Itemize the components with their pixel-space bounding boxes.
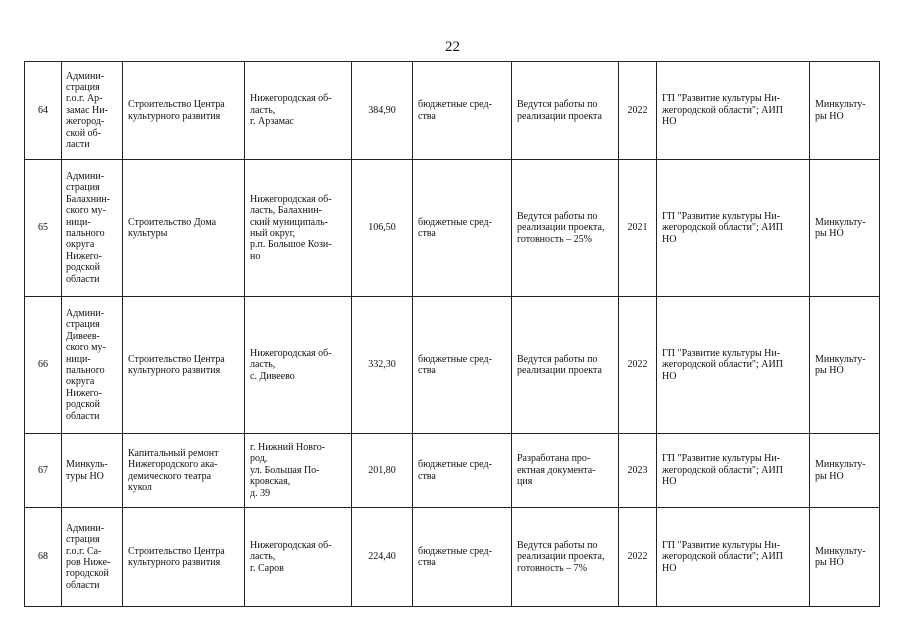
address-cell: Нижегородская об- ласть, г. Саров	[245, 508, 352, 607]
object-cell: Капитальный ремонт Нижегородского ака- демического театра кукол	[123, 434, 245, 508]
responsible-cell: Минкульту- ры НО	[810, 434, 880, 508]
row-number: 64	[25, 62, 62, 160]
projects-table	[24, 61, 880, 607]
funding-source-cell: бюджетные сред- ства	[413, 297, 512, 434]
status-cell: Ведутся работы по реализации проекта	[512, 62, 619, 160]
address-cell: Нижегородская об- ласть, Балахнин- ский муниципаль- ный округ, р.п. Большое Кози- но	[245, 160, 352, 297]
program-cell: ГП "Развитие культуры Ни- жегородской области"; АИП НО	[657, 297, 810, 434]
object-cell: Строительство Центра культурного развития	[123, 508, 245, 607]
applicant-cell: Минкуль- туры НО	[62, 434, 123, 508]
year-cell: 2022	[619, 62, 657, 160]
year-cell: 2022	[619, 297, 657, 434]
applicant-cell: Админи- страция г.о.г. Ар- замас Ни- жегород- ской об- ласти	[62, 62, 123, 160]
program-cell: ГП "Развитие культуры Ни- жегородской области"; АИП НО	[657, 434, 810, 508]
year-cell: 2023	[619, 434, 657, 508]
address-cell: Нижегородская об- ласть, с. Дивеево	[245, 297, 352, 434]
object-cell: Строительство Дома культуры	[123, 160, 245, 297]
object-cell: Строительство Центра культурного развития	[123, 62, 245, 160]
applicant-cell: Админи- страция г.о.г. Са- ров Ниже- городской области	[62, 508, 123, 607]
status-cell: Ведутся работы по реализации проекта, готовность – 25%	[512, 160, 619, 297]
table-row	[25, 297, 880, 434]
responsible-cell: Минкульту- ры НО	[810, 160, 880, 297]
funding-source-cell: бюджетные сред- ства	[413, 160, 512, 297]
year-cell: 2021	[619, 160, 657, 297]
cost-cell: 384,90	[352, 62, 413, 160]
row-number: 68	[25, 508, 62, 607]
funding-source-cell: бюджетные сред- ства	[413, 62, 512, 160]
responsible-cell: Минкульту- ры НО	[810, 297, 880, 434]
table-row	[25, 62, 880, 160]
program-cell: ГП "Развитие культуры Ни- жегородской области"; АИП НО	[657, 508, 810, 607]
program-cell: ГП "Развитие культуры Ни- жегородской области"; АИП НО	[657, 62, 810, 160]
table-row	[25, 160, 880, 297]
applicant-cell: Админи- страция Балахнин- ского му- ници- пального округа Нижего- родской области	[62, 160, 123, 297]
applicant-cell: Админи- страция Дивеев- ского му- ници- пального округа Нижего- родской области	[62, 297, 123, 434]
row-number: 66	[25, 297, 62, 434]
status-cell: Ведутся работы по реализации проекта	[512, 297, 619, 434]
status-cell: Ведутся работы по реализации проекта, готовность – 7%	[512, 508, 619, 607]
funding-source-cell: бюджетные сред- ства	[413, 434, 512, 508]
responsible-cell: Минкульту- ры НО	[810, 508, 880, 607]
page-number: 22	[445, 39, 460, 55]
responsible-cell: Минкульту- ры НО	[810, 62, 880, 160]
table-row	[25, 508, 880, 607]
address-cell: Нижегородская об- ласть, г. Арзамас	[245, 62, 352, 160]
status-cell: Разработана про- ектная документа- ция	[512, 434, 619, 508]
cost-cell: 332,30	[352, 297, 413, 434]
address-cell: г. Нижний Новго- род, ул. Большая По- кровская, д. 39	[245, 434, 352, 508]
object-cell: Строительство Центра культурного развития	[123, 297, 245, 434]
table-row	[25, 434, 880, 508]
year-cell: 2022	[619, 508, 657, 607]
row-number: 65	[25, 160, 62, 297]
funding-source-cell: бюджетные сред- ства	[413, 508, 512, 607]
cost-cell: 224,40	[352, 508, 413, 607]
row-number: 67	[25, 434, 62, 508]
cost-cell: 106,50	[352, 160, 413, 297]
program-cell: ГП "Развитие культуры Ни- жегородской области"; АИП НО	[657, 160, 810, 297]
cost-cell: 201,80	[352, 434, 413, 508]
